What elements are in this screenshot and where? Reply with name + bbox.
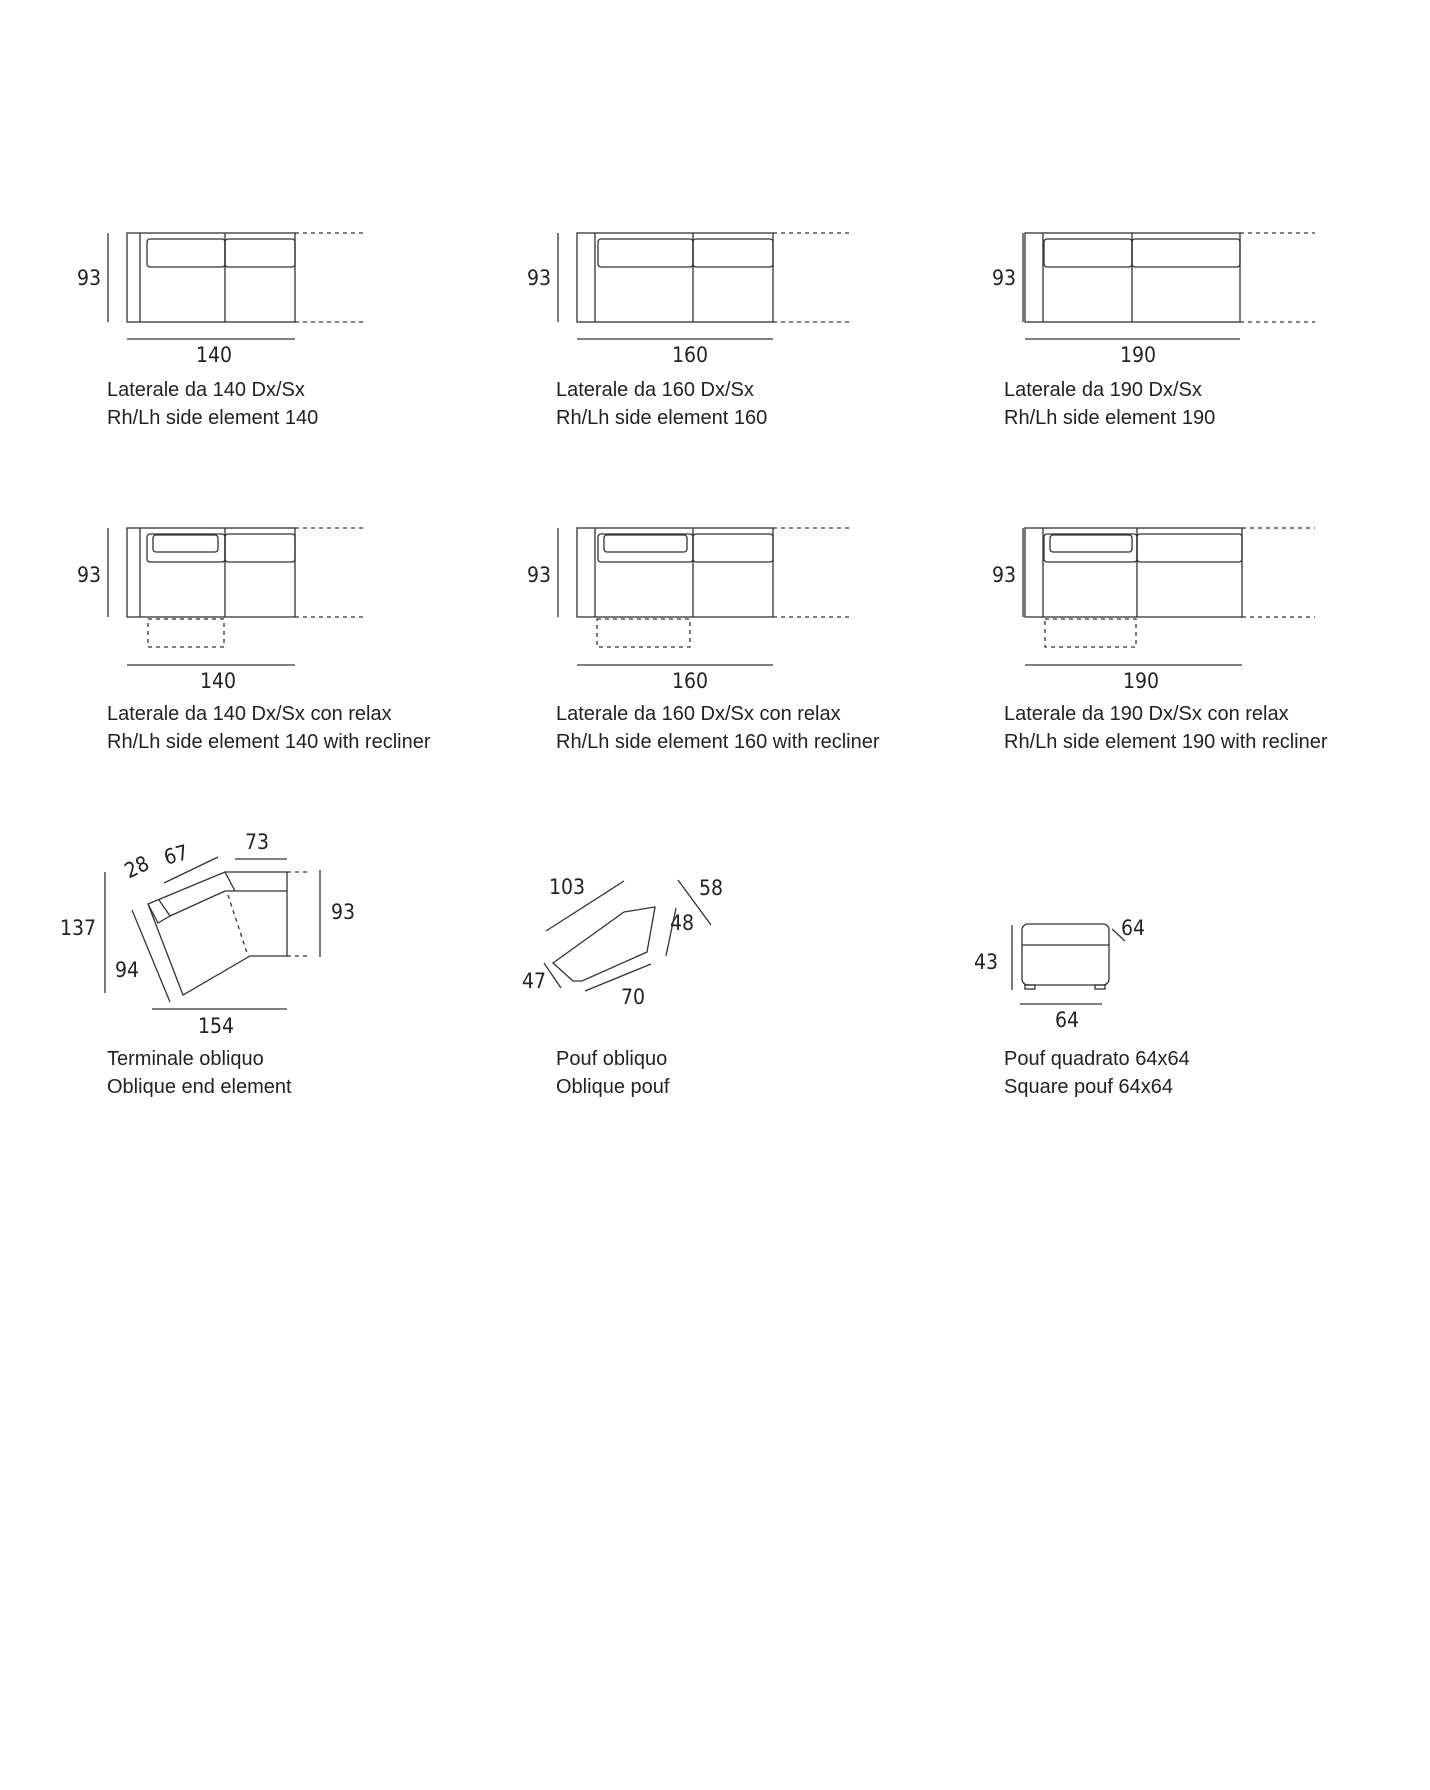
depth-label: 93 (527, 563, 552, 587)
caption-english: Rh/Lh side element 190 with recliner (1004, 731, 1328, 753)
width-label: 140 (200, 669, 237, 693)
width-label: 190 (1123, 669, 1160, 693)
dim-47-label: 47 (522, 969, 547, 993)
depth-label: 64 (1121, 916, 1146, 940)
side-element-190-drawing (985, 220, 1325, 370)
dim-93-label: 93 (331, 900, 356, 924)
oblique-end-element-drawing (55, 815, 385, 1038)
caption-english: Square pouf 64x64 (1004, 1076, 1174, 1098)
caption-side-element-140-recliner (107, 700, 431, 756)
dim-137-label: 137 (60, 916, 97, 940)
caption-italian: Laterale da 140 Dx/Sx con relax (107, 703, 392, 725)
caption-english: Oblique pouf (556, 1076, 670, 1098)
dim-70-label: 70 (621, 985, 646, 1009)
side-element-140-drawing (77, 220, 390, 370)
caption-italian: Laterale da 190 Dx/Sx (1004, 379, 1202, 401)
depth-label: 93 (527, 266, 552, 290)
dim-103-label: 103 (549, 875, 586, 899)
dim-73-label: 73 (245, 830, 270, 854)
caption-english: Rh/Lh side element 140 (107, 407, 319, 429)
depth-label: 93 (992, 266, 1017, 290)
caption-english: Rh/Lh side element 160 (556, 407, 768, 429)
caption-side-element-160 (556, 376, 767, 432)
side-element-160-drawing (527, 220, 860, 370)
caption-side-element-190 (1004, 376, 1215, 432)
dim-94-label: 94 (115, 958, 140, 982)
caption-square-pouf (1004, 1045, 1190, 1101)
caption-italian: Pouf obliquo (556, 1048, 668, 1070)
caption-english: Rh/Lh side element 140 with recliner (107, 731, 431, 753)
side-element-140-recliner-drawing (77, 515, 390, 695)
dim-48-label: 48 (670, 911, 695, 935)
side-element-160-recliner-drawing (527, 515, 860, 695)
depth-label: 93 (992, 563, 1017, 587)
dim-154-label: 154 (198, 1014, 235, 1038)
caption-english: Rh/Lh side element 190 (1004, 407, 1216, 429)
width-label: 140 (196, 343, 233, 367)
square-pouf-drawing (965, 900, 1165, 1040)
caption-italian: Laterale da 160 Dx/Sx con relax (556, 703, 841, 725)
width-label: 160 (672, 669, 709, 693)
caption-oblique-end-element (107, 1045, 292, 1101)
caption-italian: Laterale da 140 Dx/Sx (107, 379, 305, 401)
caption-italian: Laterale da 160 Dx/Sx (556, 379, 754, 401)
caption-oblique-pouf (556, 1045, 669, 1101)
dim-58-label: 58 (699, 876, 724, 900)
caption-italian: Terminale obliquo (107, 1048, 264, 1070)
width-label: 64 (1055, 1008, 1080, 1032)
depth-label: 93 (77, 563, 102, 587)
oblique-pouf-drawing (515, 860, 755, 1020)
caption-english: Rh/Lh side element 160 with recliner (556, 731, 880, 753)
height-label: 43 (974, 950, 999, 974)
caption-side-element-190-recliner (1004, 700, 1328, 756)
width-label: 190 (1120, 343, 1157, 367)
dim-67-label: 67 (161, 840, 191, 870)
dim-28-label: 28 (120, 851, 153, 884)
depth-label: 93 (77, 266, 102, 290)
side-element-190-recliner-drawing (985, 515, 1325, 695)
width-label: 160 (672, 343, 709, 367)
caption-italian: Pouf quadrato 64x64 (1004, 1048, 1190, 1070)
caption-italian: Laterale da 190 Dx/Sx con relax (1004, 703, 1289, 725)
caption-side-element-160-recliner (556, 700, 880, 756)
caption-side-element-140 (107, 376, 318, 432)
caption-english: Oblique end element (107, 1076, 292, 1098)
